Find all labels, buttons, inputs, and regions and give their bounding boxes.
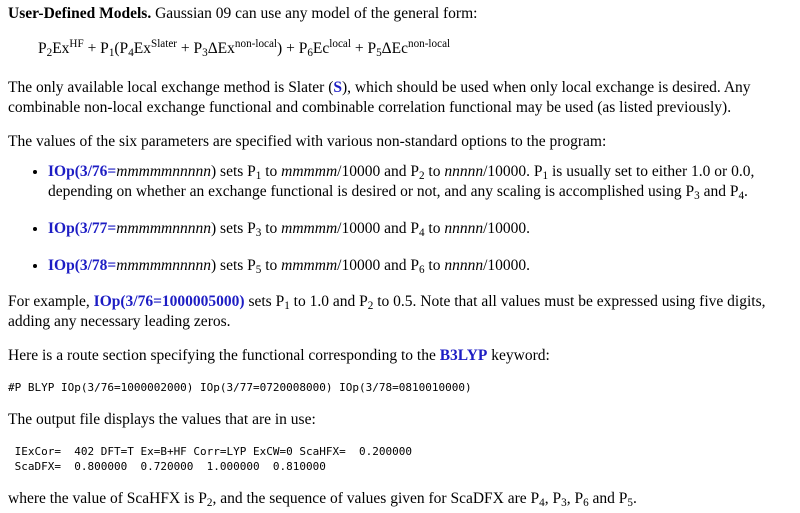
formula-term: P xyxy=(38,40,47,57)
iop-prefix: IOp(3/77= xyxy=(48,220,117,237)
item-text: sets P xyxy=(216,257,256,274)
list-item-iop-3-76 xyxy=(48,162,788,202)
list-item-iop-3-78 xyxy=(48,256,788,276)
item-text: /10000. xyxy=(483,220,531,237)
exchange-paragraph xyxy=(8,78,792,118)
item-text: to xyxy=(424,220,445,237)
formula-term: Ex xyxy=(133,40,151,57)
item-var: nnnnn xyxy=(444,257,484,274)
item-text: to xyxy=(424,257,445,274)
item-sub: 5 xyxy=(255,263,262,276)
item-text: to xyxy=(261,220,282,237)
formula-sub: 1 xyxy=(108,46,115,59)
paragraph-sub: 3 xyxy=(561,496,567,509)
paragraph-sub: 2 xyxy=(367,299,374,312)
formula-term: ΔEc xyxy=(381,40,408,57)
item-var: mmmmm xyxy=(281,220,338,237)
formula-term: (P xyxy=(114,40,129,57)
model-formula xyxy=(38,39,450,59)
formula-sup: HF xyxy=(69,37,84,50)
iop-3-77-link[interactable] xyxy=(48,220,216,237)
iop-prefix: IOp(3/76= xyxy=(48,163,117,180)
item-text: sets P xyxy=(216,163,256,180)
item-text: /10000 and P xyxy=(337,220,419,237)
formula-term: + P xyxy=(177,40,203,57)
iop-close: ) xyxy=(210,220,217,237)
item-text: to xyxy=(261,257,282,274)
item-sub: 3 xyxy=(694,189,700,202)
paragraph-text: to 0.5. Note that all values must be expressed using five digits, adding any necessary leading zeros. xyxy=(8,293,766,330)
paragraph-text: where the value of ScaHFX is P xyxy=(8,490,207,507)
item-text: and P xyxy=(699,183,739,200)
item-text: to xyxy=(261,163,282,180)
formula-term: Ex xyxy=(52,40,70,57)
item-sub: 1 xyxy=(255,169,262,182)
iop-close: ) xyxy=(210,163,217,180)
formula-sub: 4 xyxy=(128,46,134,59)
item-sub: 1 xyxy=(542,169,549,182)
paragraph-text: , and the sequence of values given for ScaDFX are P xyxy=(212,490,540,507)
paragraph-text: to 1.0 and P xyxy=(289,293,368,310)
params-paragraph: The values of the six parameters are specified with various non-standard options to the program: xyxy=(8,133,607,150)
formula-term: + P xyxy=(350,40,377,57)
output-paragraph: The output file displays the values that are in use: xyxy=(8,411,316,428)
output-block xyxy=(8,444,412,474)
formula-term: ΔEx xyxy=(207,40,235,57)
item-text: /10000. P xyxy=(483,163,543,180)
formula-sup: non-local xyxy=(407,37,451,50)
item-text: /10000 and P xyxy=(337,163,419,180)
paragraph-text: Here is a route section specifying the functional corresponding to the xyxy=(8,347,440,364)
paragraph-text: . xyxy=(632,490,637,507)
example-paragraph xyxy=(8,292,792,332)
formula-sub: 2 xyxy=(46,46,53,59)
formula-sup: Slater xyxy=(150,37,178,50)
paragraph-text: and P xyxy=(588,490,628,507)
item-text: /10000. xyxy=(483,257,531,274)
paragraph-text: ), which should be used when only local exchange is desired. Any combinable non-local exchange functional and combinable correlation functional may be used (as listed previously). xyxy=(8,79,751,116)
formula-sup: non-local xyxy=(234,37,278,50)
paragraph-text: , P xyxy=(566,490,584,507)
item-text: to xyxy=(424,163,445,180)
slater-link[interactable]: S xyxy=(333,79,343,96)
where-paragraph xyxy=(8,489,792,509)
paragraph-sub: 1 xyxy=(284,299,290,312)
formula-sub: 6 xyxy=(307,46,313,59)
item-sub: 4 xyxy=(418,226,425,239)
formula-term: + P xyxy=(83,40,109,57)
iop-3-78-link[interactable] xyxy=(48,257,216,274)
paragraph-sub: 6 xyxy=(583,496,589,509)
item-sub: 4 xyxy=(738,189,745,202)
formula-sub: 5 xyxy=(376,46,382,59)
paragraph-text: keyword: xyxy=(487,347,550,364)
iop-close: ) xyxy=(210,257,217,274)
iop-prefix: IOp(3/78= xyxy=(48,257,117,274)
formula-sup: local xyxy=(329,37,351,50)
item-var: nnnnn xyxy=(444,163,484,180)
item-sub: 2 xyxy=(418,169,425,182)
paragraph-sub: 4 xyxy=(539,496,545,509)
formula-term: Ec xyxy=(312,40,330,57)
iop-digits: mmmmmnnnnn xyxy=(116,163,211,180)
example-iop-link[interactable]: IOp(3/76=1000005000) xyxy=(93,293,245,310)
item-var: mmmmm xyxy=(281,163,338,180)
route-code: #P BLYP IOp(3/76=1000002000) IOp(3/77=0720008000) IOp(3/78=0810010000) xyxy=(8,381,472,394)
paragraph-text: The only available local exchange method is Slater ( xyxy=(8,79,334,96)
paragraph-text: sets P xyxy=(244,293,285,310)
item-sub: 3 xyxy=(255,226,262,239)
formula-term: ) + P xyxy=(277,40,308,57)
paragraph-sub: 5 xyxy=(627,496,633,509)
item-text: sets P xyxy=(216,220,256,237)
list-item-iop-3-77 xyxy=(48,219,788,239)
item-text: . xyxy=(744,183,748,200)
item-sub: 6 xyxy=(418,263,425,276)
item-var: nnnnn xyxy=(444,220,484,237)
iop-3-76-link[interactable] xyxy=(48,163,216,180)
item-text: is usually set to either 1.0 or 0.0, depending on whether an exchange functional is desired or not, and any scaling is accomplished using P xyxy=(48,163,755,200)
formula-sub: 3 xyxy=(202,46,208,59)
paragraph-sub: 2 xyxy=(206,496,213,509)
item-var: mmmmm xyxy=(281,257,338,274)
b3lyp-link[interactable]: B3LYP xyxy=(439,347,488,364)
iop-digits: mmmmmnnnnn xyxy=(116,220,211,237)
item-text: /10000 and P xyxy=(337,257,419,274)
output-line: IExCor= 402 DFT=T Ex=B+HF Corr=LYP ExCW=0 ScaHFX= 0.200000 xyxy=(8,445,412,458)
route-paragraph xyxy=(8,346,792,366)
paragraph-text: For example, xyxy=(8,293,94,310)
iop-digits: mmmmmnnnnn xyxy=(116,257,211,274)
intro-text: Gaussian 09 can use any model of the general form: xyxy=(151,5,478,22)
paragraph-text: , P xyxy=(544,490,562,507)
section-heading: User-Defined Models. xyxy=(8,5,152,22)
intro-paragraph xyxy=(8,4,792,24)
output-line: ScaDFX= 0.800000 0.720000 1.000000 0.810000 xyxy=(8,460,326,473)
